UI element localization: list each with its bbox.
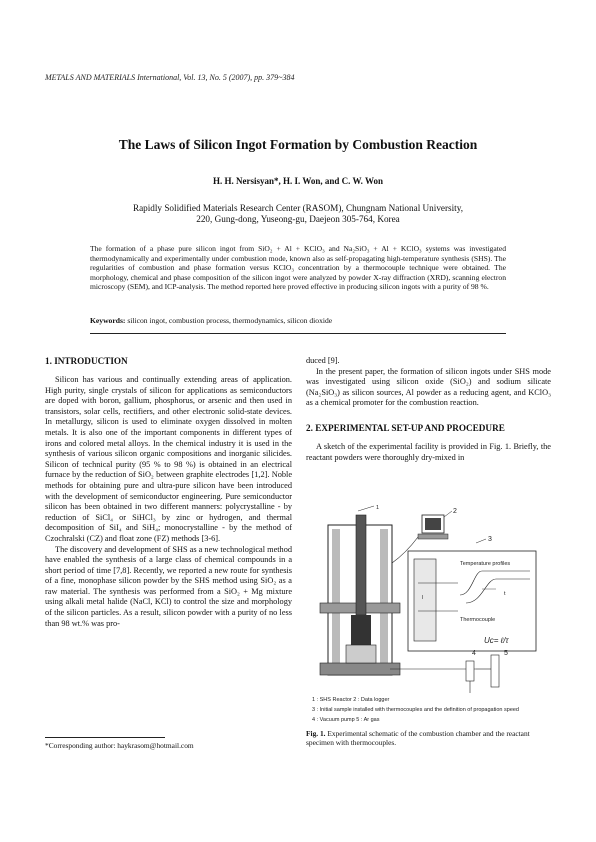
- introduction-body: [45, 375, 292, 629]
- vacuum-pump: [466, 661, 474, 681]
- ar-gas-cylinder: [491, 655, 499, 687]
- footnote: *Corresponding author: haykrasom@hotmail.com: [45, 741, 194, 750]
- abstract-divider: [90, 333, 506, 334]
- right-column: [306, 356, 551, 463]
- figure-1-schematic: [306, 503, 552, 725]
- caption-text: Experimental schematic of the combustion chamber and the reactant specimen with thermocouples.: [306, 729, 530, 748]
- continued-text: duced [9].: [306, 356, 340, 365]
- experimental-body: [306, 442, 551, 463]
- figure-1-caption: [306, 729, 551, 747]
- affiliation-line-1: Rapidly Solidified Materials Research Center (RASOM), Chungnam National University,: [132, 203, 464, 213]
- section-heading-experimental: 2. EXPERIMENTAL SET-UP AND PROCEDURE: [306, 422, 505, 433]
- reactor-base: [320, 663, 400, 675]
- inset-length-label: l: [422, 595, 424, 601]
- figure-legend-line-1: 1 : SHS Reactor 2 : Data logger: [312, 697, 390, 703]
- data-logger-keyboard: [418, 534, 448, 539]
- section-heading-introduction: 1. INTRODUCTION: [45, 356, 128, 366]
- running-head: METALS AND MATERIALS International, Vol. 13, No. 5 (2007), pp. 379~384: [45, 73, 295, 82]
- keywords-text: silicon ingot, combustion process, thermodynamics, silicon dioxide: [127, 316, 333, 325]
- keywords: [90, 316, 506, 326]
- figure-legend-line-2: 3 : Initial sample installed with thermocouples and the definition of propagation speed: [312, 707, 519, 713]
- inset-time-label: t: [504, 591, 506, 597]
- right-column-body: [306, 356, 551, 409]
- left-column: [45, 356, 292, 629]
- author-list: H. H. Nersisyan*, H. I. Won, and C. W. Won: [213, 176, 383, 186]
- affiliation-line-2: 220, Gung-dong, Yuseong-gu, Daejeon 305-764, Korea: [196, 214, 400, 224]
- paper-title: The Laws of Silicon Ingot Formation by Combustion Reaction: [118, 137, 478, 152]
- figure-legend-line-3: 4 : Vacuum pump 5 : Ar gas: [312, 717, 380, 723]
- reactor-sample: [351, 615, 371, 645]
- footnote-divider: [45, 737, 165, 738]
- callout-4: 4: [472, 650, 476, 657]
- callout-3: 3: [488, 536, 492, 543]
- inset-title: Temperature profiles: [460, 561, 511, 567]
- reactor-wall-left: [332, 529, 340, 671]
- inset-thermocouple-label: Thermocouple: [460, 617, 496, 623]
- callout-2: 2: [453, 508, 457, 515]
- intro-paragraph-2: The discovery and development of SHS as a new technological method have enabled the synthesis of a large class of chemical compounds in a short period of time [7,8]. Recently, we reported a new route for synthesis of a fine, monophase silicon powder by the SHS method using SiO₂ as a raw material. The synthesis was performed from a SiO₂ + Mg mixture using alkali metal halide (NaCl, KCl) to control the size and morphology of the silicon particles. As a result, silicon powder with a purity of no less than 98 wt.% was pro-: [45, 544, 292, 628]
- callout-5: 5: [504, 650, 508, 657]
- callout-1: 1: [376, 505, 380, 511]
- reactor-wall-right: [380, 529, 388, 671]
- abstract: The formation of a phase pure silicon ingot from SiO₂ + Al + KClO₃ and Na₂SiO₃ + Al + KClO₃ systems was investigated thermodynamically and experimentally under combustion mode, known also as self-propagating high-temperature synthesis (SHS). The regularities of combustion and phase formation versus KClO₃ concentration by a thermocouple technique were obtained. The morphology, chemical and phase composition of the silicon ingot were analyzed by powder X-ray diffraction (XRD), scanning electron microscopy (SEM), and ICP-analysis. The method reported here proved effective in producing silicon ingots with a purity of 98 %.: [90, 244, 506, 292]
- reactor-rod: [356, 515, 366, 615]
- data-logger-screen: [425, 518, 441, 530]
- inset-sample: [414, 559, 436, 641]
- keywords-label: Keywords:: [90, 316, 126, 325]
- intro-paragraph-3: In the present paper, the formation of silicon ingots under SHS mode was investigated using silicon oxide (SiO₂) and sodium silicate (Na₂SiO₃) as silicon sources, Al powder as a reducing agent, and KClO₃ as a chemical promoter for the combustion reaction.: [306, 366, 551, 408]
- caption-label: Fig. 1.: [306, 729, 326, 738]
- reactor-crucible: [346, 645, 376, 663]
- experimental-paragraph-1: A sketch of the experimental facility is provided in Fig. 1. Briefly, the reactant powders were thoroughly dry-mixed in: [306, 441, 551, 462]
- affiliation: [60, 203, 536, 225]
- inset-speed-formula: Uc= ℓ/τ: [484, 636, 509, 645]
- intro-paragraph-1: Silicon has various and continually extending areas of application. High purity, single crystals of silicon for applications as semiconductors are doped with boron, gallium, phosphorus, or arsenic and then used in transistors, solar cells, rectifiers, and other electronic solid-state devices. In metallurgy, silicon is used to eliminate oxygen dissolved in molten metals. It is also one of the important components in different types of irons and colored metal alloys. In the chemical industry it is used in the synthesis of various silicon organic compositions and inorganic silicides. Silicon of technical purity (95 % to 98 %) is obtained in an electrical furnace by the reduction of SiO₂ between graphite electrodes [1,2]. Noble methods for obtaining pure and ultra-pure silicon have been introduced with the development of semiconductor engineering. Pure semiconductor silicon has been obtained in two different manners: polycrystalline - by reduction of SiCl₄ or SiHCl₃ by zinc or hydrogen, and thermal decomposition of SiI₄ and SiH₄; monocrystalline - by the method of Czochralski (CZ) and float zone (FZ) methods [3-6].: [45, 375, 292, 543]
